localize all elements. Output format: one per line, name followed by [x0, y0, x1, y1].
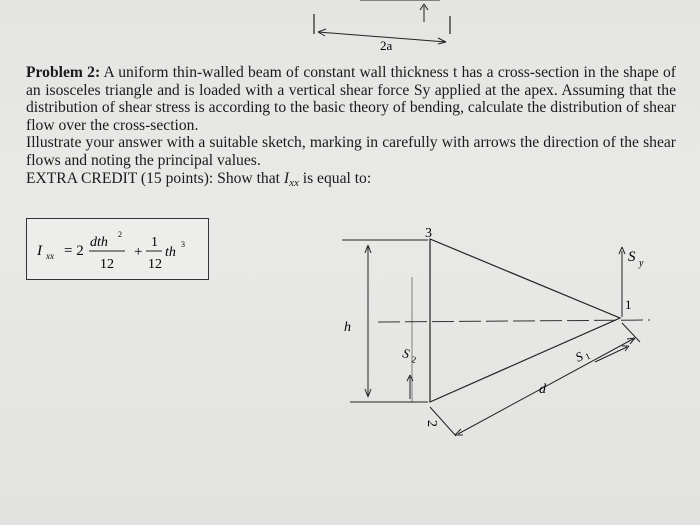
height-label: h: [344, 320, 351, 335]
formula-num1: dth: [90, 235, 108, 250]
node-3-label: 3: [425, 226, 432, 241]
formula-term2: th: [165, 245, 176, 260]
triangle-cross-section-figure: [330, 215, 670, 455]
problem-heading: Problem 2:: [26, 64, 101, 81]
formula-den1: 12: [100, 257, 114, 272]
problem-statement: [26, 64, 676, 192]
problem-body: A uniform thin-walled beam of constant wall thickness t has a cross-section in the shape of an isosceles triangle and is loaded with a vertical shear force Sy applied at the apex. Assuming that the distribution of shear stress is according to the basic theory of bending, calculate the distribution of shear flow over the cross-section.: [26, 64, 676, 134]
extra-credit-line: [26, 170, 676, 193]
force-label: S: [628, 249, 636, 265]
s1-subscript: 1: [583, 350, 592, 362]
force-subscript: y: [639, 258, 644, 269]
formula-lhs: I: [37, 243, 42, 259]
centerline: [378, 320, 650, 322]
formula-num2: 1: [151, 235, 158, 250]
s2-label: S: [401, 345, 411, 362]
ixx-formula: [27, 219, 208, 279]
extra-credit-prefix: EXTRA CREDIT (15 points): Show that: [26, 169, 284, 187]
s2-subscript: 2: [410, 354, 418, 365]
formula-den2: 12: [148, 257, 162, 272]
top-dimension-label: 2a: [380, 38, 393, 53]
illustrate-paragraph: Illustrate your answer with a suitable sketch, marking in carefully with arrows the direction of the shear flows and noting the principal values.: [26, 134, 676, 169]
formula-term2-exp: 3: [181, 240, 185, 249]
node-1-label: 1: [625, 297, 632, 312]
formula-equals: = 2: [64, 243, 84, 259]
formula-num1-exp: 2: [118, 230, 122, 239]
node-2-label: 2: [424, 420, 439, 427]
extra-credit-suffix: is equal to:: [298, 169, 372, 187]
side-label: d: [539, 382, 546, 397]
formula-lhs-sub: xx: [46, 251, 54, 261]
s1-arrow: [595, 347, 627, 362]
extra-credit-symbol: I: [283, 169, 290, 187]
formula-plus: +: [134, 244, 143, 260]
s1-label: S: [572, 348, 586, 365]
formula-box: [26, 218, 209, 280]
top-dimension-sketch: [300, 0, 470, 60]
problem-paragraph: [26, 64, 676, 134]
extra-credit-subscript: xx: [289, 176, 299, 189]
